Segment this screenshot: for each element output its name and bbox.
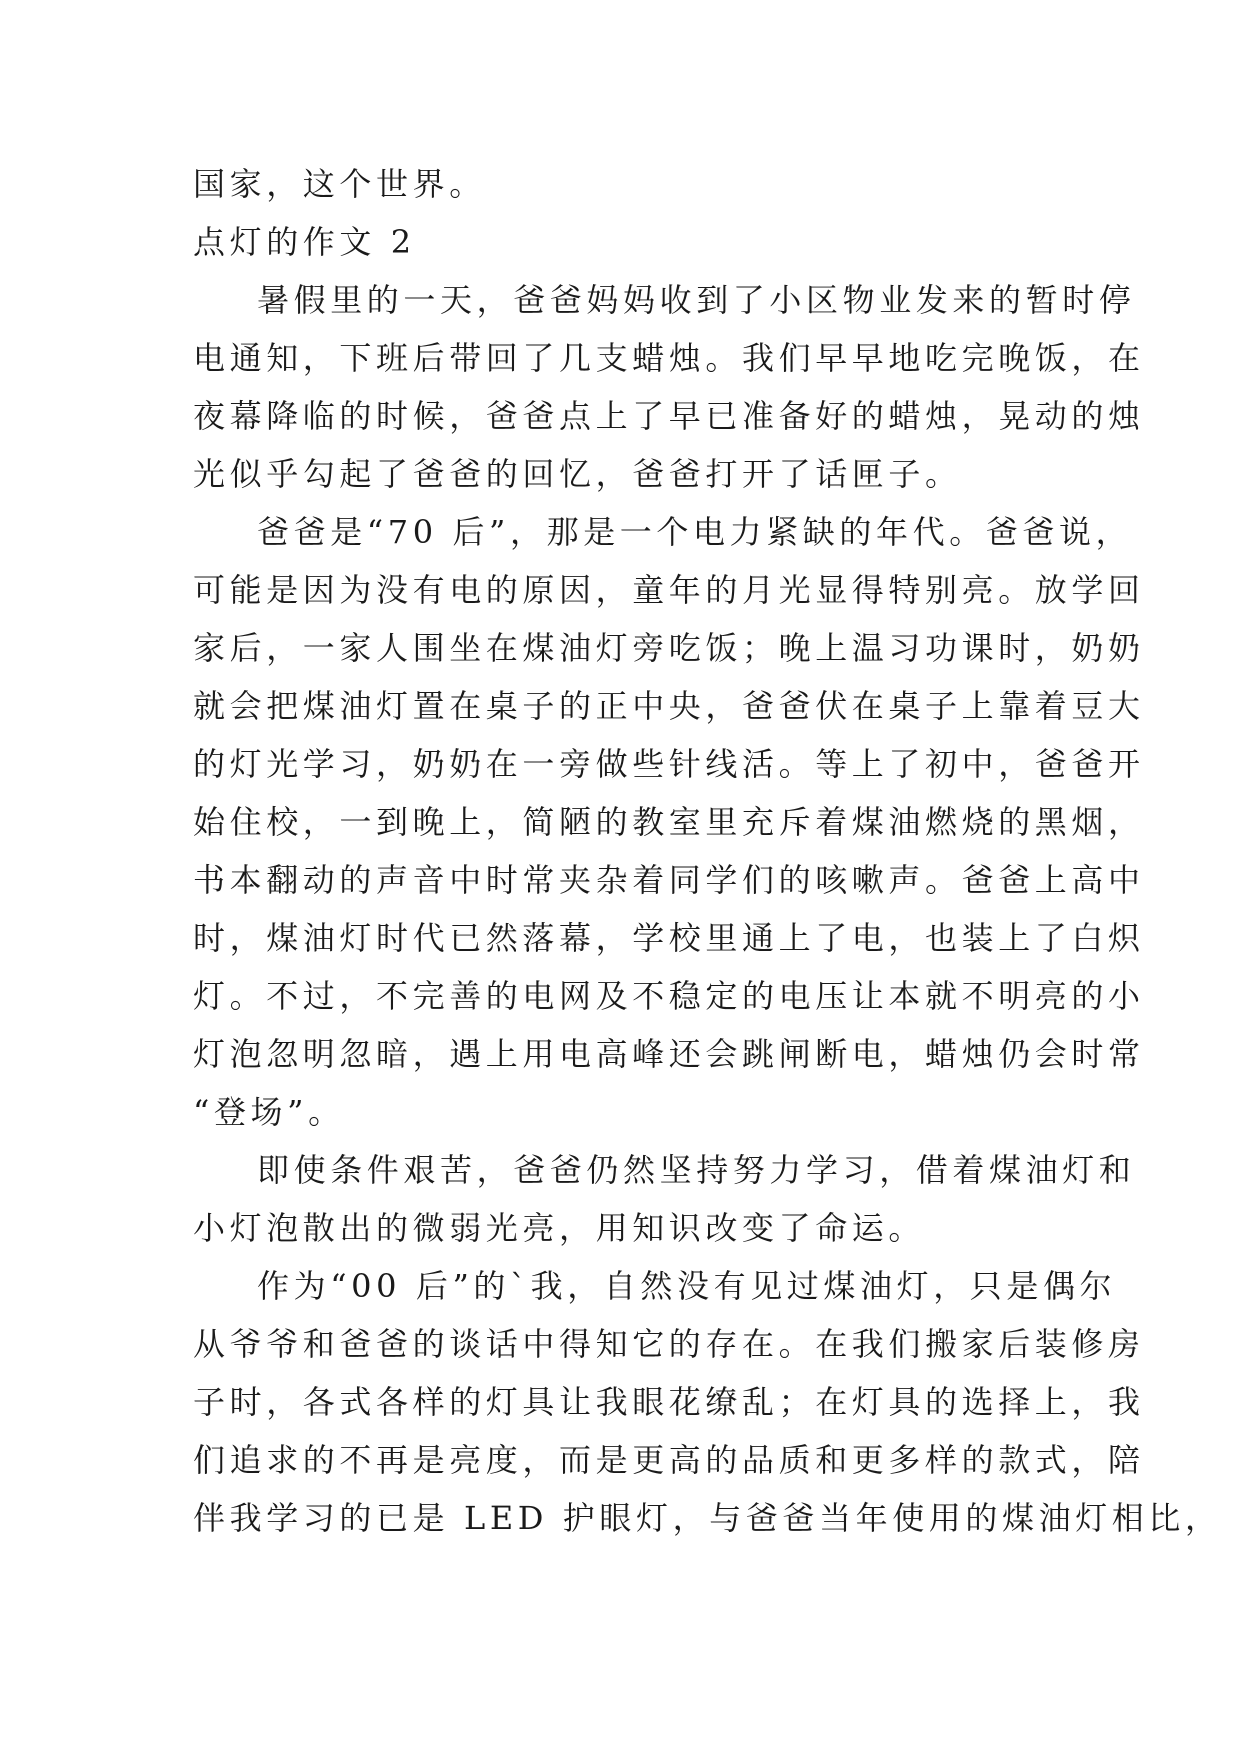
paragraph-line: 夜幕降临的时候，爸爸点上了早已准备好的蜡烛，晃动的烛 [193, 397, 1145, 435]
section-heading: 点灯的作文 2 [193, 223, 416, 261]
paragraph-line: 家后，一家人围坐在煤油灯旁吃饭；晚上温习功课时，奶奶 [193, 629, 1145, 667]
text-line: 国家，这个世界。 [193, 165, 486, 203]
paragraph-line: 时，煤油灯时代已然落幕，学校里通上了电，也装上了白炽 [193, 919, 1145, 957]
paragraph-line: 作为“00 后”的`我，自然没有见过煤油灯，只是偶尔 [257, 1267, 1117, 1305]
paragraph-line: 电通知，下班后带回了几支蜡烛。我们早早地吃完晚饭，在 [193, 339, 1145, 377]
paragraph-line: 即使条件艰苦，爸爸仍然坚持努力学习，借着煤油灯和 [257, 1151, 1136, 1189]
paragraph-line: 光似乎勾起了爸爸的回忆，爸爸打开了话匣子。 [193, 455, 962, 493]
paragraph-line: 们追求的不再是亮度，而是更高的品质和更多样的款式，陪 [193, 1441, 1145, 1479]
paragraph-line: 灯。不过，不完善的电网及不稳定的电压让本就不明亮的小 [193, 977, 1145, 1015]
paragraph-line: 的灯光学习，奶奶在一旁做些针线活。等上了初中，爸爸开 [193, 745, 1145, 783]
paragraph-line: “登场”。 [193, 1093, 345, 1131]
paragraph-line: 从爷爷和爸爸的谈话中得知它的存在。在我们搬家后装修房 [193, 1325, 1145, 1363]
paragraph-line: 灯泡忽明忽暗，遇上用电高峰还会跳闸断电，蜡烛仍会时常 [193, 1035, 1145, 1073]
paragraph-line: 伴我学习的已是 LED 护眼灯，与爸爸当年使用的煤油灯相比， [193, 1499, 1222, 1537]
paragraph-line: 爸爸是“70 后”，那是一个电力紧缺的年代。爸爸说， [257, 513, 1133, 551]
paragraph-line: 暑假里的一天，爸爸妈妈收到了小区物业发来的暂时停 [257, 281, 1136, 319]
paragraph-line: 书本翻动的声音中时常夹杂着同学们的咳嗽声。爸爸上高中 [193, 861, 1145, 899]
paragraph-line: 小灯泡散出的微弱光亮，用知识改变了命运。 [193, 1209, 926, 1247]
paragraph-line: 子时，各式各样的灯具让我眼花缭乱；在灯具的选择上，我 [193, 1383, 1145, 1421]
paragraph-line: 始住校，一到晚上，简陋的教室里充斥着煤油燃烧的黑烟， [193, 803, 1145, 841]
paragraph-line: 可能是因为没有电的原因，童年的月光显得特别亮。放学回 [193, 571, 1145, 609]
paragraph-line: 就会把煤油灯置在桌子的正中央，爸爸伏在桌子上靠着豆大 [193, 687, 1145, 725]
